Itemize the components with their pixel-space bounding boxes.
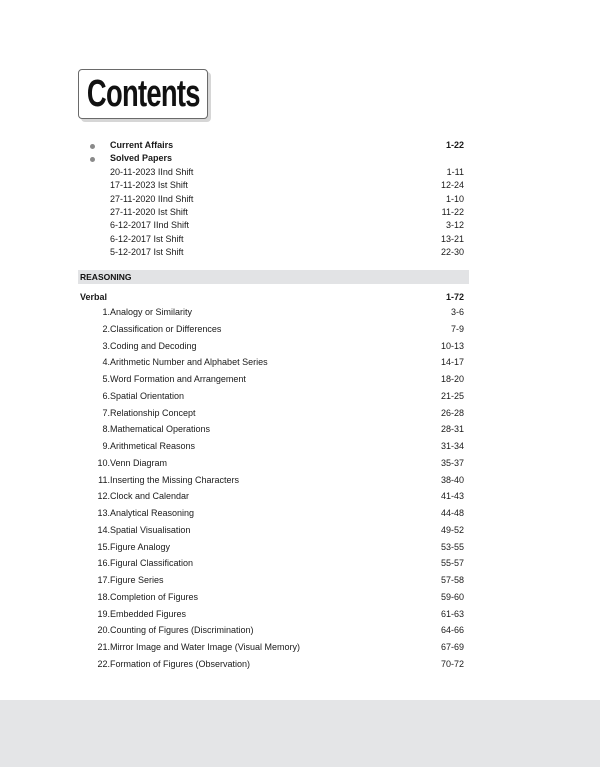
chapter-number: 9. [102, 441, 110, 451]
page-title: Contents [86, 73, 200, 115]
toc-entry-pages: 12-24 [440, 180, 464, 191]
chapter-pages: 3-6 [450, 307, 464, 317]
chapter-title: Figural Classification [110, 558, 194, 569]
chapter-pages: 64-66 [440, 625, 464, 636]
chapter-pages: 35-37 [440, 457, 464, 468]
toc-entry-label: 5-12-2017 Ist Shift [110, 247, 184, 258]
chapter-title: Figure Series [110, 575, 164, 585]
toc-entry[interactable] [90, 193, 464, 206]
chapter-row[interactable] [80, 589, 464, 606]
chapter-row[interactable] [80, 354, 464, 371]
chapter-row[interactable] [80, 405, 464, 422]
toc-entry-pages: 13-21 [440, 233, 464, 244]
subsection-verbal[interactable] [80, 290, 464, 304]
toc-entry-pages: 11-22 [441, 206, 464, 217]
chapter-row[interactable] [80, 388, 464, 405]
chapter-title: Word Formation and Arrangement [110, 374, 246, 384]
chapter-pages: 70-72 [440, 658, 464, 669]
chapter-number: 15. [97, 541, 110, 552]
toc-entry[interactable] [90, 206, 464, 219]
chapter-pages: 28-31 [440, 424, 464, 435]
chapter-number: 10. [97, 457, 110, 468]
toc-entry-pages: 3-12 [445, 220, 464, 231]
chapter-pages: 57-58 [440, 575, 464, 585]
chapter-pages: 41-43 [440, 491, 464, 502]
chapter-number: 2. [102, 323, 110, 334]
chapter-pages: 67-69 [440, 642, 464, 652]
subsection-pages: 1-72 [445, 292, 464, 302]
section-title: REASONING [80, 272, 132, 282]
chapter-pages: 7-9 [450, 323, 464, 334]
chapter-title: Embedded Figures [110, 608, 187, 619]
toc-entry-label: 20-11-2023 IInd Shift [110, 166, 194, 177]
chapter-number: 8. [102, 424, 110, 435]
chapter-title: Classification or Differences [110, 323, 222, 334]
chapter-row[interactable] [80, 505, 464, 522]
chapter-title: Spatial Orientation [110, 390, 185, 401]
chapter-row[interactable] [80, 622, 464, 639]
toc-entry-label: Solved Papers [110, 153, 173, 164]
toc-entry-label: 6-12-2017 IInd Shift [110, 220, 190, 231]
chapter-title: Counting of Figures (Discrimination) [110, 625, 254, 636]
chapter-pages: 21-25 [440, 390, 464, 401]
chapter-title: Venn Diagram [110, 457, 168, 468]
chapter-row[interactable] [80, 371, 464, 388]
chapter-pages: 55-57 [440, 558, 464, 569]
chapter-title: Figure Analogy [110, 541, 171, 552]
chapter-row[interactable] [80, 455, 464, 472]
chapter-title: Spatial Visualisation [110, 524, 191, 535]
chapter-title: Coding and Decoding [110, 340, 197, 351]
chapter-pages: 49-52 [440, 524, 464, 535]
toc-entry-pages: 1-10 [445, 193, 464, 204]
chapter-row[interactable] [80, 321, 464, 338]
chapter-pages: 44-48 [440, 508, 464, 518]
chapter-number: 16. [97, 558, 110, 569]
chapter-pages: 10-13 [440, 340, 464, 351]
chapter-number: 13. [97, 508, 110, 518]
section-header-reasoning [78, 270, 469, 284]
chapter-number: 17. [97, 575, 110, 585]
toc-entry-label: 27-11-2020 Ist Shift [110, 206, 188, 217]
chapter-number: 14. [97, 524, 110, 535]
chapter-row[interactable] [80, 572, 464, 589]
toc-entry[interactable] [90, 139, 464, 152]
chapter-pages: 61-63 [440, 608, 464, 619]
chapter-number: 7. [102, 407, 110, 418]
bullet-icon [90, 144, 95, 149]
chapter-number: 3. [102, 340, 110, 351]
chapter-row[interactable] [80, 304, 464, 321]
bullet-icon [90, 157, 95, 162]
chapter-pages: 38-40 [440, 474, 464, 485]
toc-entry-pages: 22-30 [440, 247, 464, 258]
chapter-pages: 14-17 [440, 357, 464, 368]
chapter-number: 6. [102, 390, 110, 401]
toc-entry[interactable] [90, 166, 464, 179]
chapter-title: Relationship Concept [110, 407, 196, 418]
toc-entry[interactable] [90, 233, 464, 246]
chapter-title: Clock and Calendar [110, 491, 190, 502]
toc-entry[interactable] [90, 179, 464, 192]
chapter-number: 19. [97, 608, 110, 619]
chapter-number: 20. [97, 625, 110, 636]
toc-entry-pages: 1-22 [445, 140, 464, 150]
chapter-number: 18. [97, 591, 110, 602]
chapter-pages: 26-28 [440, 407, 464, 418]
chapter-number: 5. [102, 374, 110, 384]
chapter-row[interactable] [80, 539, 464, 556]
chapter-pages: 53-55 [440, 541, 464, 552]
toc-entry[interactable] [90, 152, 464, 165]
subsection-title: Verbal [80, 292, 108, 302]
chapter-row[interactable] [80, 639, 464, 656]
chapter-title: Inserting the Missing Characters [110, 474, 240, 485]
toc-entry-label: Current Affairs [110, 140, 174, 150]
chapter-title: Mathematical Operations [110, 424, 211, 435]
toc-entry-label: 6-12-2017 Ist Shift [110, 233, 184, 244]
chapter-title: Completion of Figures [110, 591, 199, 602]
chapter-pages: 59-60 [440, 591, 464, 602]
chapter-number: 1. [102, 307, 110, 317]
toc-entry-pages: 1-11 [446, 166, 464, 177]
chapter-list [80, 304, 464, 673]
toc-entry-label: 27-11-2020 IInd Shift [110, 193, 194, 204]
chapter-number: 11. [98, 474, 110, 485]
chapter-row[interactable] [80, 421, 464, 438]
chapter-row[interactable] [80, 555, 464, 572]
chapter-row[interactable] [80, 522, 464, 539]
chapter-row[interactable] [80, 338, 464, 355]
chapter-row[interactable] [80, 606, 464, 623]
chapter-title: Arithmetic Number and Alphabet Series [110, 357, 268, 368]
chapter-pages: 31-34 [440, 441, 464, 451]
chapter-title: Analogy or Similarity [110, 307, 193, 317]
chapter-row[interactable] [80, 438, 464, 455]
chapter-row[interactable] [80, 472, 464, 489]
footer-band [0, 700, 600, 767]
chapter-number: 12. [97, 491, 110, 502]
chapter-number: 22. [97, 658, 110, 669]
chapter-row[interactable] [80, 656, 464, 673]
toc-entry-label: 17-11-2023 Ist Shift [110, 180, 188, 191]
contents-title-box [78, 69, 208, 119]
chapter-row[interactable] [80, 488, 464, 505]
chapter-number: 4. [102, 357, 110, 368]
chapter-number: 21. [97, 642, 110, 652]
chapter-title: Formation of Figures (Observation) [110, 658, 251, 669]
chapter-title: Arithmetical Reasons [110, 441, 196, 451]
toc-entry[interactable] [90, 246, 464, 259]
chapter-title: Mirror Image and Water Image (Visual Memory) [110, 642, 301, 652]
chapter-title: Analytical Reasoning [110, 508, 195, 518]
chapter-pages: 18-20 [440, 374, 464, 384]
toc-entry[interactable] [90, 219, 464, 232]
exam-papers-list [90, 139, 464, 260]
